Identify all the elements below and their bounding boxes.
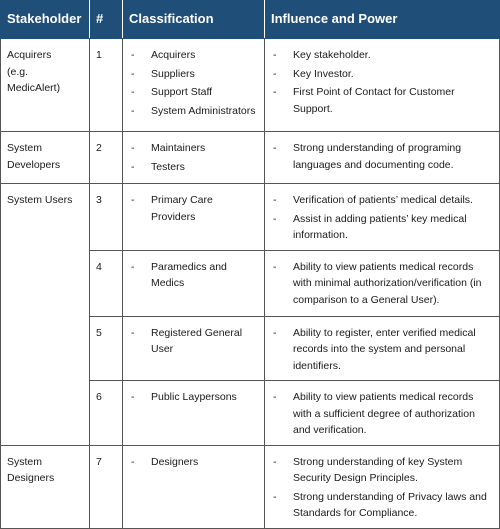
stakeholder-subname: (e.g. MedicAlert)	[7, 65, 61, 94]
table-row	[1, 39, 500, 132]
header-number: #	[90, 1, 123, 39]
number-cell: 7	[90, 445, 123, 528]
classification-cell	[123, 381, 265, 446]
number-cell: 4	[90, 250, 123, 316]
list-item: - Ability to view patients medical records with minimal authorization/verification (in comparison to a General User).	[271, 259, 493, 309]
list-item: - Strong understanding of key System Security Design Principles.	[271, 454, 493, 487]
list-item: - System Administrators	[129, 103, 258, 120]
number-cell: 3	[90, 184, 123, 251]
stakeholder-name: Acquirers	[7, 49, 52, 61]
classification-cell	[123, 184, 265, 251]
stakeholder-cell: System Designers	[1, 445, 90, 528]
stakeholder-cell: System Developers	[1, 132, 90, 184]
number-cell: 6	[90, 381, 123, 446]
influence-cell	[265, 250, 500, 316]
list-item: - First Point of Contact for Customer Support.	[271, 84, 493, 117]
table-row	[1, 184, 500, 251]
list-item: - Testers	[129, 159, 258, 176]
influence-cell	[265, 381, 500, 446]
table-row	[1, 132, 500, 184]
list-item: - Primary Care Providers	[129, 192, 258, 225]
influence-cell	[265, 316, 500, 381]
classification-cell	[123, 316, 265, 381]
list-item: - Verification of patients’ medical details.	[271, 192, 493, 209]
list-item: - Registered General User	[129, 325, 258, 358]
header-stakeholder: Stakeholder	[1, 1, 90, 39]
classification-cell	[123, 250, 265, 316]
list-item: - Suppliers	[129, 66, 258, 83]
classification-cell	[123, 445, 265, 528]
influence-cell	[265, 39, 500, 132]
list-item: - Strong understanding of Privacy laws and Standards for Compliance.	[271, 489, 493, 522]
influence-cell	[265, 132, 500, 184]
header-influence: Influence and Power	[265, 1, 500, 39]
list-item: - Designers	[129, 454, 258, 471]
influence-cell	[265, 445, 500, 528]
list-item: - Strong understanding of programing languages and documenting code.	[271, 140, 493, 173]
stakeholder-cell	[1, 39, 90, 132]
list-item: - Key stakeholder.	[271, 47, 493, 64]
list-item: - Ability to view patients medical records with a sufficient degree of authorization and verification.	[271, 389, 493, 439]
header-row	[1, 1, 500, 39]
list-item: - Assist in adding patients’ key medical information.	[271, 211, 493, 244]
stakeholder-cell: System Users	[1, 184, 90, 446]
list-item: - Support Staff	[129, 84, 258, 101]
number-cell: 1	[90, 39, 123, 132]
list-item: - Public Laypersons	[129, 389, 258, 406]
classification-cell	[123, 39, 265, 132]
list-item: - Acquirers	[129, 47, 258, 64]
list-item: - Ability to register, enter verified medical records into the system and personal identifiers.	[271, 325, 493, 375]
number-cell: 2	[90, 132, 123, 184]
classification-cell	[123, 132, 265, 184]
list-item: - Paramedics and Medics	[129, 259, 258, 292]
list-item: - Maintainers	[129, 140, 258, 157]
influence-cell	[265, 184, 500, 251]
list-item: - Key Investor.	[271, 66, 493, 83]
number-cell: 5	[90, 316, 123, 381]
table-row	[1, 445, 500, 528]
header-classification: Classification	[123, 1, 265, 39]
